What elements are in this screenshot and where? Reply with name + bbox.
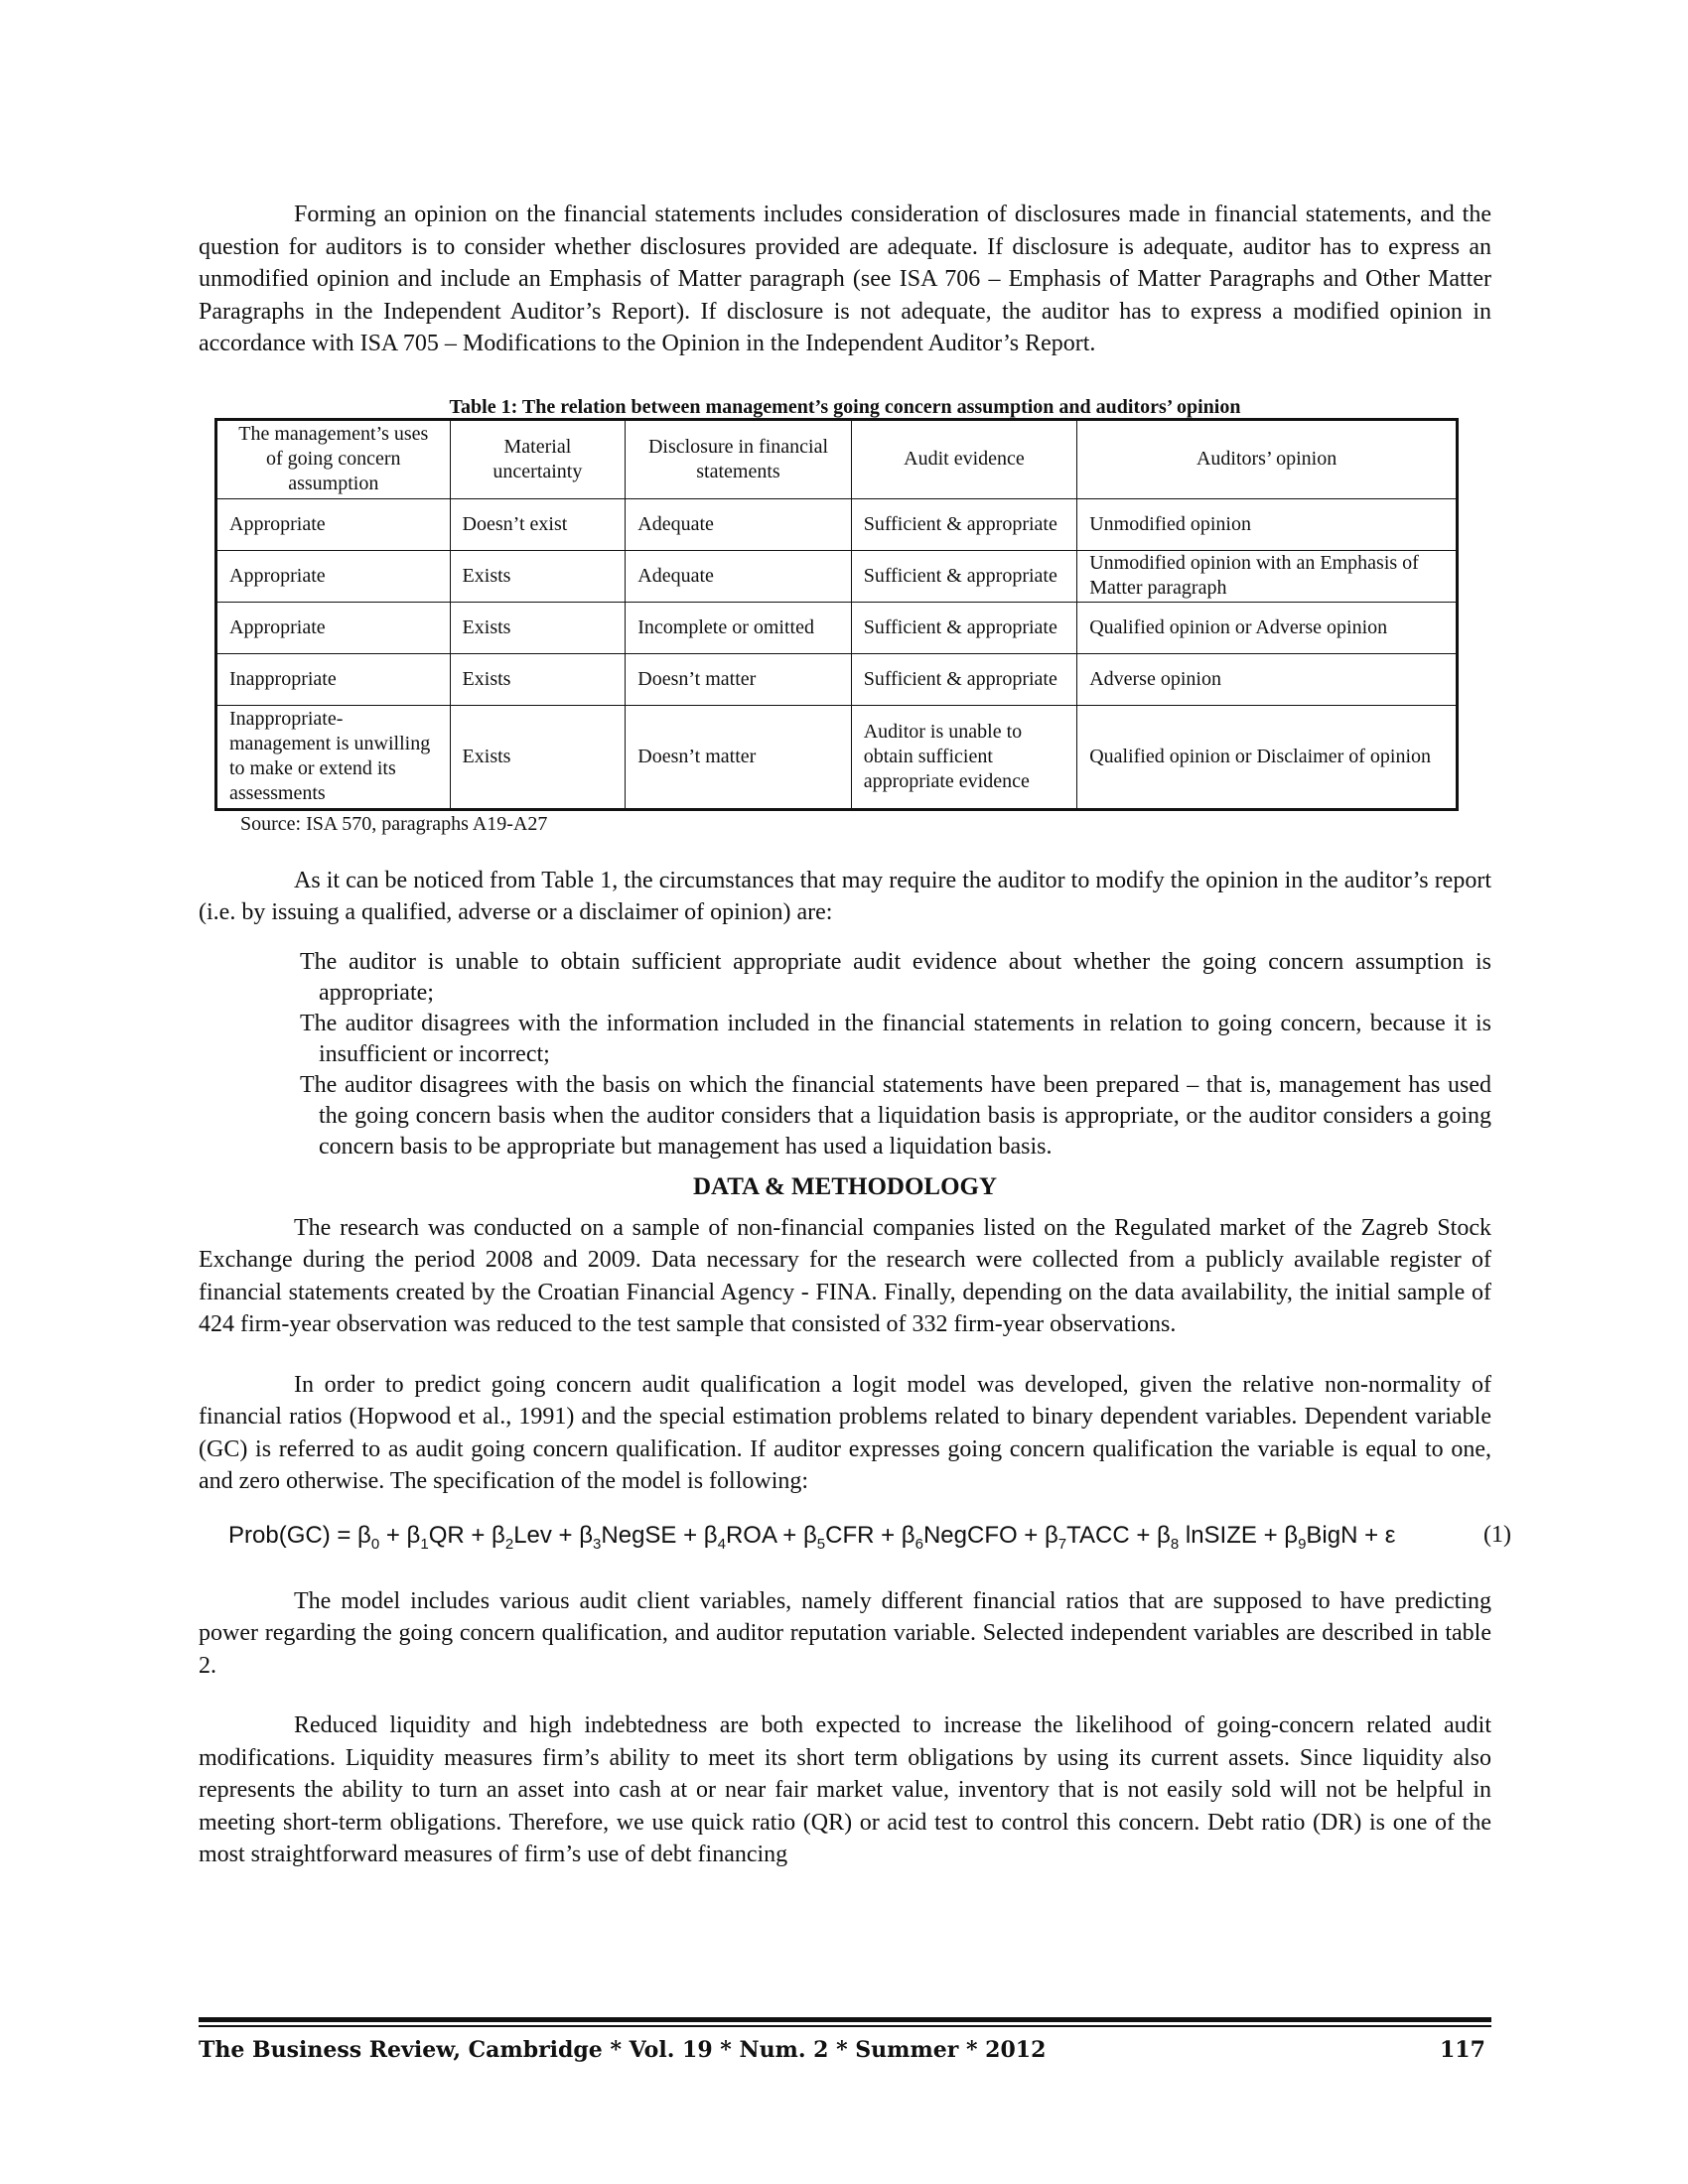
data-paragraph-2: In order to predict going concern audit qualification a logit model was developed, given the relative non-normality of financial ratios (Hopwood et al., 1991) and the special estimation problems related to binary dependent variables. Dependent variable (GC) is referred to as audit going concern qualification. If auditor expresses going concern qualification the variable is equal to one, and zero otherwise. The specification of the model is following: xyxy=(199,1371,1491,1494)
table-cell: Unmodified opinion with an Emphasis of Matter paragraph xyxy=(1077,550,1458,602)
table-row xyxy=(216,653,1458,705)
table-header-cell: Auditors’ opinion xyxy=(1077,419,1458,498)
after-table-paragraph: As it can be noticed from Table 1, the circumstances that may require the auditor to modify the opinion in the auditor’s report (i.e. by issuing a qualified, adverse or a disclaimer of opinion) are: xyxy=(199,867,1491,925)
going-concern-table xyxy=(214,418,1459,811)
table-header-row xyxy=(216,419,1458,498)
table-cell: Exists xyxy=(450,602,626,653)
table-cell: Unmodified opinion xyxy=(1077,498,1458,550)
circumstance-list xyxy=(300,947,1491,1162)
equation-formula: Prob(GC) = $\beta_0 + \beta_1QR + \beta_2Lev$ + $\beta_3NegSE + \beta_4ROA + \beta_5CFR$ + $\beta_6NegCFO$ + $\beta_7TACC + \beta_8$ lnSIZE + $\beta_9BigN + \varepsilon$ xyxy=(228,1521,1396,1553)
data-paragraph-1: The research was conducted on a sample of non-financial companies listed on the Regulated market of the Zagreb Stock Exchange during the period 2008 and 2009. Data necessary for the research were collected from a publicly available register of financial statements created by the Croatian Financial Agency - FINA. Finally, depending on the data availability, the initial sample of 424 firm-year observation was reduced to the test sample that consisted of 332 firm-year observations. xyxy=(199,1214,1491,1337)
data-paragraph-3: The model includes various audit client variables, namely different financial ratios that are supposed to have predicting power regarding the going concern qualification, and auditor reputation variable. Selected independent variables are described in table 2. xyxy=(199,1587,1491,1679)
page-content xyxy=(199,199,1511,1871)
table-cell: Auditor is unable to obtain sufficient appropriate evidence xyxy=(851,705,1076,809)
table-row xyxy=(216,705,1458,809)
section-heading: DATA & METHODOLOGY xyxy=(692,1172,998,1200)
table-header-cell: Material uncertainty xyxy=(450,419,626,498)
table-header-cell: Disclosure in financial statements xyxy=(626,419,851,498)
table-row xyxy=(216,498,1458,550)
page-number: 117 xyxy=(1440,2037,1485,2063)
equation-number: (1) xyxy=(1483,1521,1511,1548)
table-cell: Qualified opinion or Disclaimer of opinion xyxy=(1077,705,1458,809)
list-item: The auditor disagrees with the basis on which the financial statements have been prepared – that is, management has used the going concern basis when the auditor considers that a liquidation basis is appropriate, or the auditor considers a going concern basis to be appropriate but management has used a liquidation basis. xyxy=(300,1071,1491,1160)
table-cell: Adequate xyxy=(626,550,851,602)
journal-footer: The Business Review, Cambridge * Vol. 19 * Num. 2 * Summer * 2012 xyxy=(199,2037,1047,2063)
table-cell: Sufficient & appropriate xyxy=(851,602,1076,653)
table-cell: Sufficient & appropriate xyxy=(851,498,1076,550)
table-cell: Sufficient & appropriate xyxy=(851,653,1076,705)
model-equation xyxy=(199,1521,1511,1562)
table-cell: Incomplete or omitted xyxy=(626,602,851,653)
table-cell: Qualified opinion or Adverse opinion xyxy=(1077,602,1458,653)
table-cell: Adequate xyxy=(626,498,851,550)
table-cell: Exists xyxy=(450,705,626,809)
table-cell: Doesn’t exist xyxy=(450,498,626,550)
intro-paragraph: Forming an opinion on the financial statements includes consideration of disclosures made in financial statements, and the question for auditors is to consider whether disclosures provided are adequate. If disclosure is adequate, auditor has to express an unmodified opinion and include an Emphasis of Matter paragraph (see ISA 706 – Emphasis of Matter Paragraphs and Other Matter Paragraphs in the Independent Auditor’s Report). If disclosure is not adequate, the auditor has to express a modified opinion in accordance with ISA 705 – Modifications to the Opinion in the Independent Auditor’s Report. xyxy=(199,202,1491,356)
list-item: The auditor disagrees with the information included in the financial statements in relation to going concern, because it is insufficient or incorrect; xyxy=(300,1010,1491,1067)
table-cell: Inappropriate- management is unwilling to make or extend its assessments xyxy=(216,705,451,809)
table-cell: Exists xyxy=(450,550,626,602)
table-cell: Exists xyxy=(450,653,626,705)
table-cell: Appropriate xyxy=(216,602,451,653)
table-cell: Appropriate xyxy=(216,550,451,602)
table-row xyxy=(216,550,1458,602)
table-caption: Table 1: The relation between management’s going concern assumption and auditors’ opinion xyxy=(449,395,1241,418)
table-header-cell: The management’s uses of going concern assumption xyxy=(216,419,451,498)
footer-rule-thick xyxy=(199,2017,1491,2022)
list-item: The auditor is unable to obtain sufficient appropriate audit evidence about whether the going concern assumption is appropriate; xyxy=(300,948,1491,1006)
table-header-cell: Audit evidence xyxy=(851,419,1076,498)
data-paragraph-4: Reduced liquidity and high indebtedness are both expected to increase the likelihood of going-concern related audit modifications. Liquidity measures firm’s ability to meet its short term obligations by using its current assets. Since liquidity also represents the ability to turn an asset into cash at or near fair market value, inventory that is not easily sold will not be helpful in meeting short-term obligations. Therefore, we use quick ratio (QR) or acid test to control this concern. Debt ratio (DR) is one of the most straightforward measures of firm’s use of debt financing xyxy=(199,1712,1491,1867)
table-cell: Doesn’t matter xyxy=(626,705,851,809)
table-cell: Doesn’t matter xyxy=(626,653,851,705)
table-cell: Sufficient & appropriate xyxy=(851,550,1076,602)
table-cell: Adverse opinion xyxy=(1077,653,1458,705)
table-cell: Inappropriate xyxy=(216,653,451,705)
table-source: Source: ISA 570, paragraphs A19-A27 xyxy=(240,812,548,835)
table-cell: Appropriate xyxy=(216,498,451,550)
table-row xyxy=(216,602,1458,653)
footer-rule-thin xyxy=(199,2025,1491,2027)
